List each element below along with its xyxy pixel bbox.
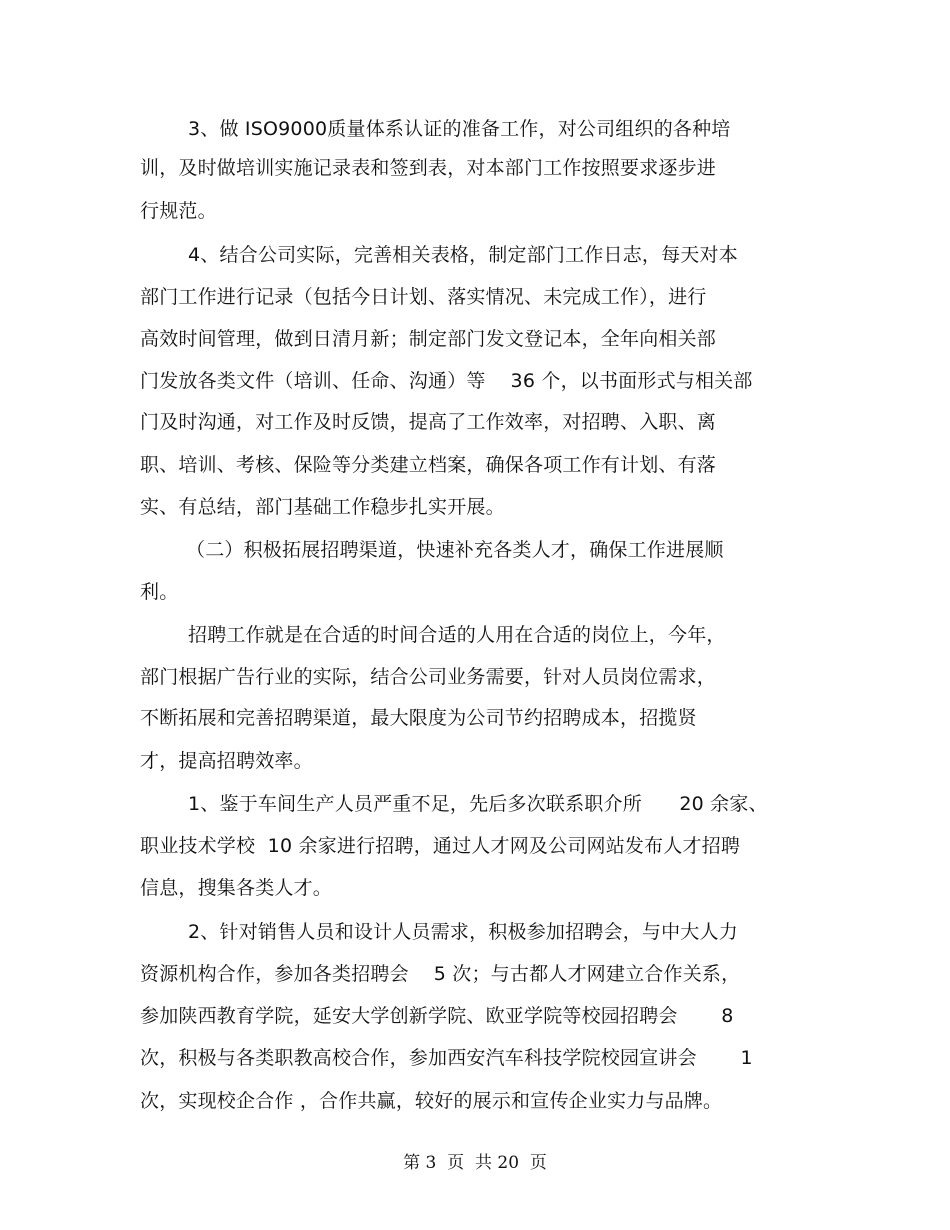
text-line: 部门工作进行记录（包括今日计划、落实情况、未完成工作），进行 (140, 286, 707, 308)
text-line: 实、有总结，部门基础工作稳步扎实开展。 (140, 496, 505, 518)
section-heading: （二）积极拓展招聘渠道，快速补充各类人才，确保工作进展顺 (186, 539, 724, 561)
text-line: 才，提高招聘效率。 (140, 750, 313, 772)
text-line: 职业技术学校 10 余家进行招聘，通过人才网及公司网站发布人才招聘 (140, 835, 741, 857)
text-line: 2、针对销售人员和设计人员需求，积极参加招聘会，与中大人力 (188, 921, 738, 943)
page-number-footer: 第 3 页 共 20 页 (403, 1153, 547, 1173)
text-line: 行规范。 (140, 200, 217, 222)
text-line: 3、做 ISO9000质量体系认证的准备工作，对公司组织的各种培 (188, 118, 731, 140)
text-line: 门及时沟通，对工作及时反馈，提高了工作效率，对招聘、入职、离 (140, 411, 717, 433)
text-line: 资源机构合作，参加各类招聘会 5 次；与古都人才网建立合作关系， (140, 963, 741, 985)
text-line: 1、鉴于车间生产人员严重不足，先后多次联系职介所 20 余家、 (188, 793, 768, 815)
text-line: 门发放各类文件（培训、任命、沟通）等 36 个，以书面形式与相关部 (140, 370, 753, 392)
text-line: 招聘工作就是在合适的时间合适的人用在合适的岗位上，今年， (188, 624, 726, 646)
text-line: 不断拓展和完善招聘渠道，最大限度为公司节约招聘成本，招揽贤 (140, 707, 697, 729)
text-line: 次，积极与各类职教高校合作，参加西安汽车科技学院校园宣讲会 1 (140, 1047, 753, 1069)
text-line: 训，及时做培训实施记录表和签到表，对本部门工作按照要求逐步进 (140, 157, 717, 179)
text-line: 次，实现校企合作 ，合作共赢，较好的展示和宣传企业实力与品牌。 (140, 1090, 723, 1112)
text-line: 信息，搜集各类人才。 (140, 877, 333, 899)
text-line: 高效时间管理，做到日清月新；制定部门发文登记本，全年向相关部 (140, 328, 717, 350)
section-heading: 利。 (140, 581, 179, 603)
text-line: 4、结合公司实际，完善相关表格，制定部门工作日志，每天对本 (188, 244, 738, 266)
text-line: 部门根据广告行业的实际，结合公司业务需要，针对人员岗位需求， (140, 666, 717, 688)
text-line: 职、培训、考核、保险等分类建立档案，确保各项工作有计划、有落 (140, 454, 717, 476)
text-line: 参加陕西教育学院，延安大学创新学院、欧亚学院等校园招聘会 8 (140, 1005, 734, 1027)
